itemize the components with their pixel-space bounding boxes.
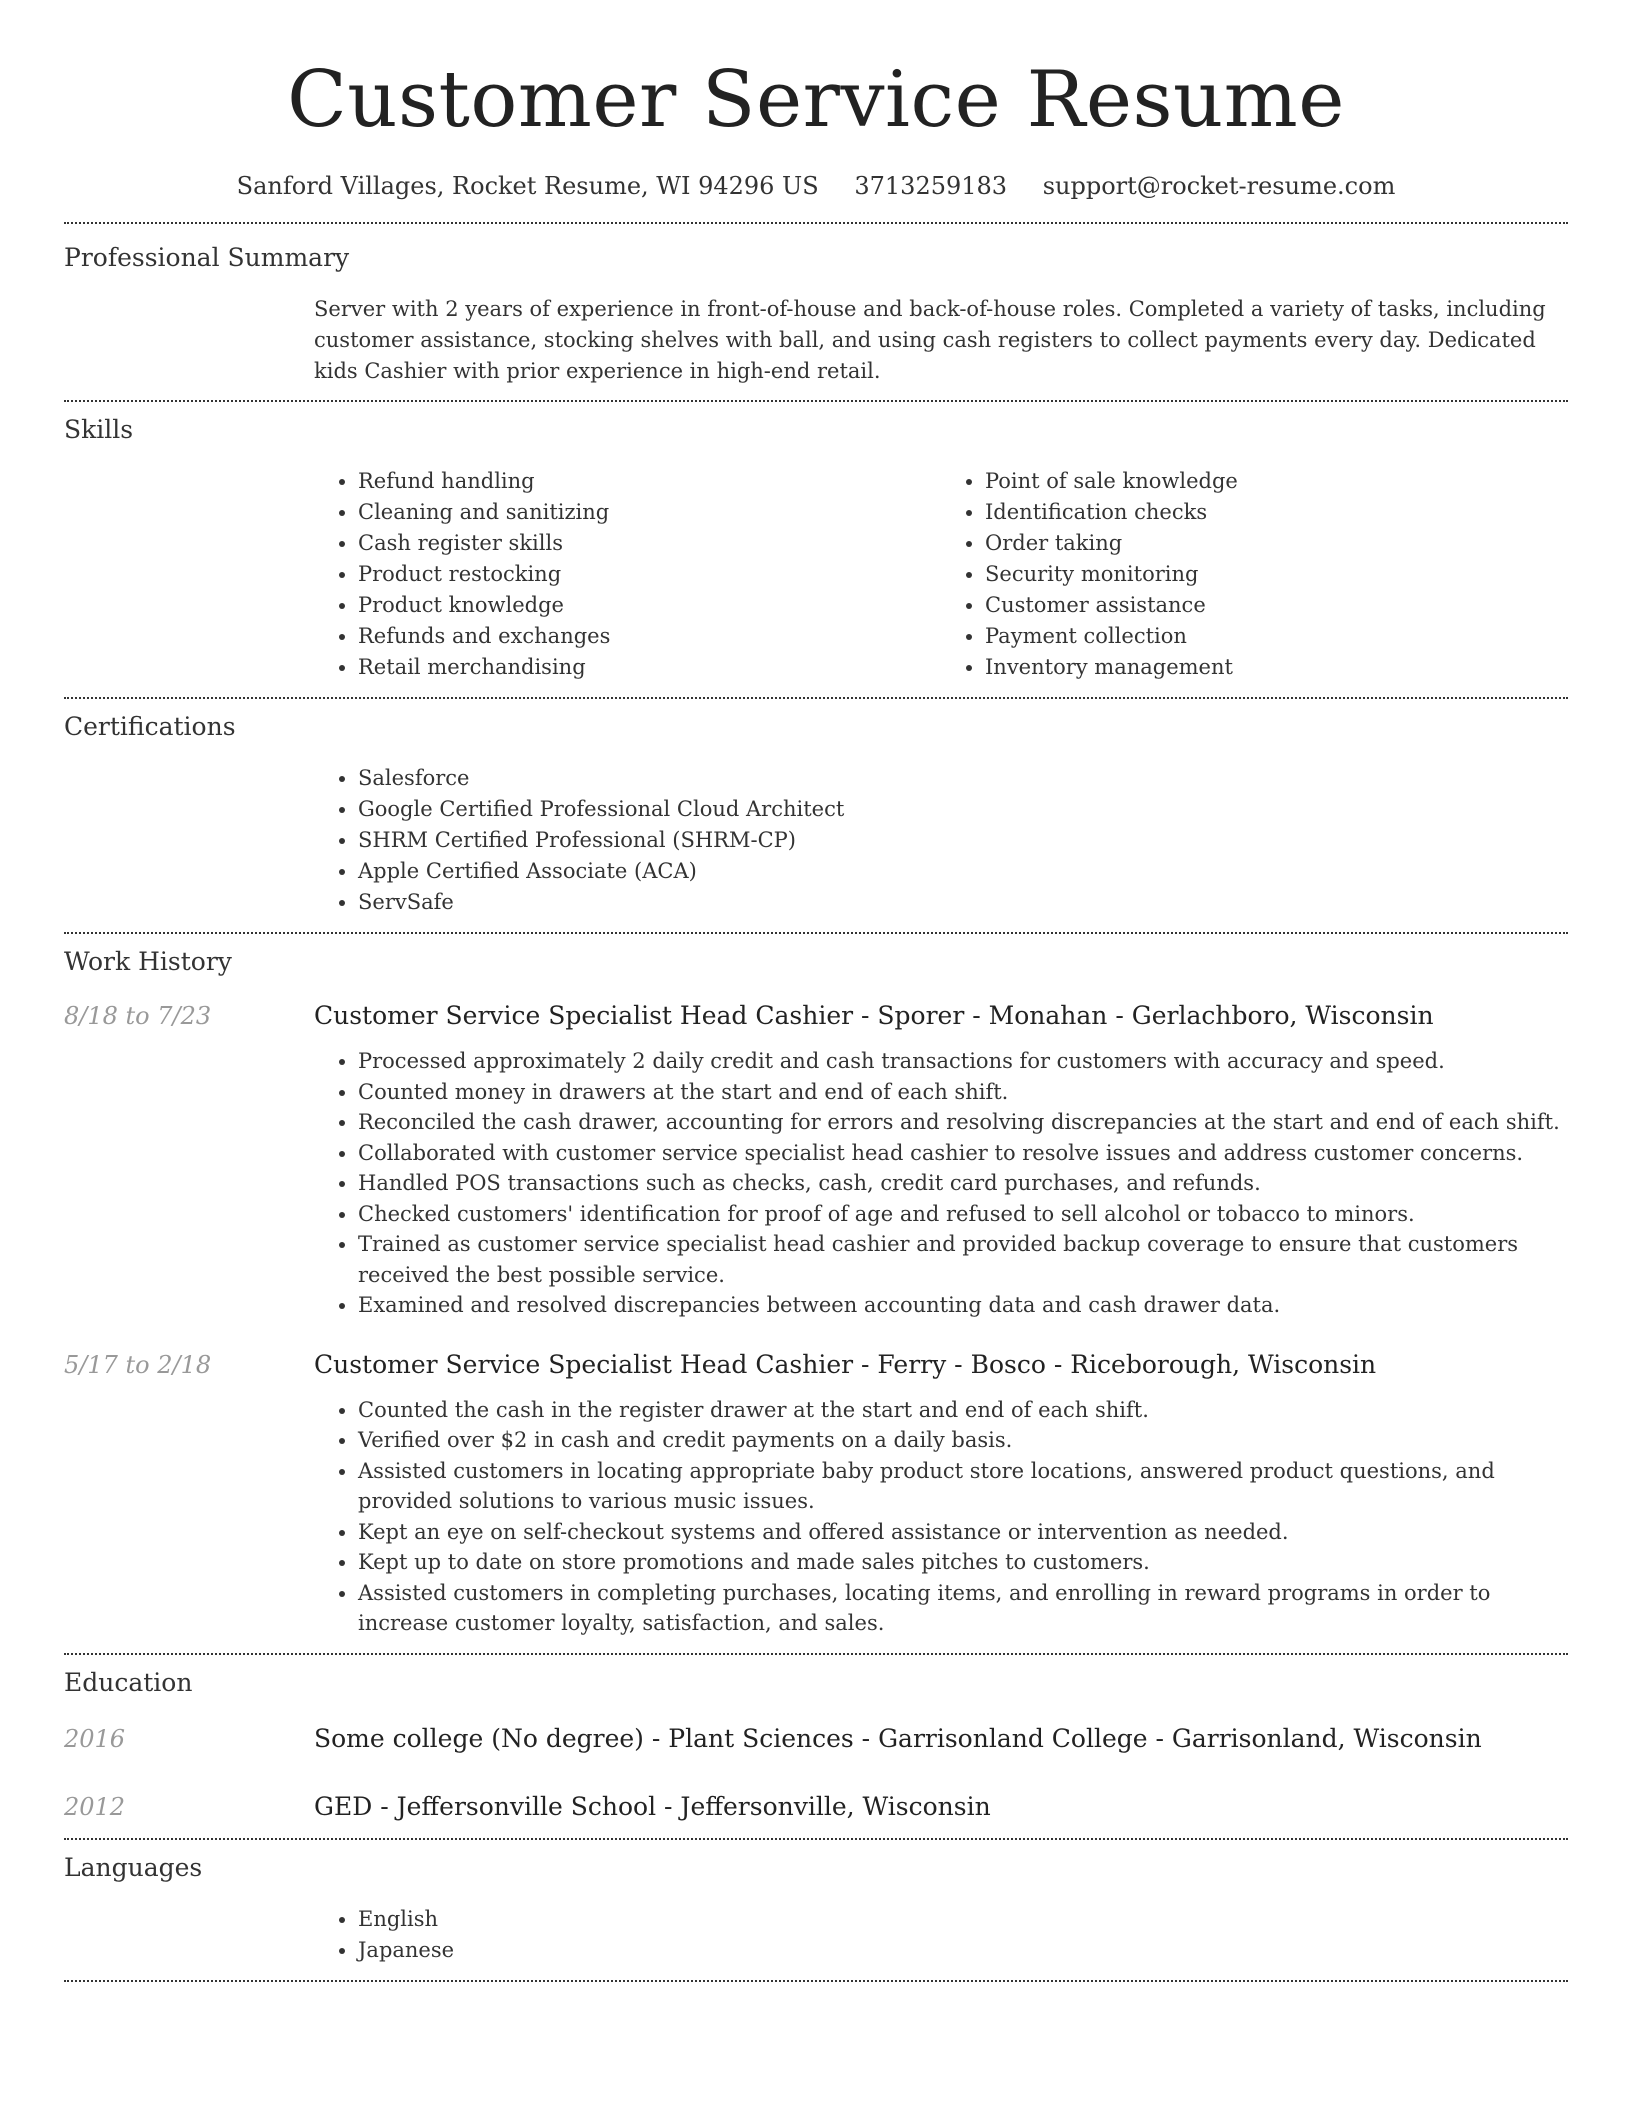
list-item: • Apple Certified Associate (ACA) <box>358 856 1568 887</box>
list-item: • Google Certified Professional Cloud Architect <box>358 794 1568 825</box>
resume-header <box>64 0 1568 202</box>
skills-list-right <box>941 466 1568 683</box>
certifications-list <box>314 763 1568 918</box>
list-item: • Point of sale knowledge <box>985 466 1568 497</box>
job-dates: 5/17 to 2/18 <box>64 1350 212 1379</box>
list-item: • Assisted customers in locating appropriate baby product store locations, answered product questions, and provided solutions to various music issues. <box>358 1456 1568 1517</box>
list-item: • Product knowledge <box>358 590 941 621</box>
certifications-section <box>64 699 1568 932</box>
section-title-languages: Languages <box>64 1852 203 1882</box>
education-year: 2012 <box>64 1792 126 1821</box>
education-entry <box>64 1722 1568 1756</box>
list-item: • Refund handling <box>358 466 941 497</box>
certifications-content <box>314 763 1568 918</box>
list-item: • Counted money in drawers at the start and end of each shift. <box>358 1077 1568 1108</box>
skills-content <box>314 466 1568 683</box>
job-header <box>64 999 1568 1033</box>
list-item: • Kept an eye on self-checkout systems and offered assistance or intervention as needed. <box>358 1517 1568 1548</box>
summary-content <box>314 294 1568 387</box>
list-item: • Inventory management <box>985 652 1568 683</box>
list-item: • Cash register skills <box>358 528 941 559</box>
list-item: • Payment collection <box>985 621 1568 652</box>
education-year: 2016 <box>64 1724 126 1753</box>
list-item: • Reconciled the cash drawer, accounting for errors and resolving discrepancies at the start and end of each shift. <box>358 1107 1568 1138</box>
job-bullet-list <box>314 1046 1568 1321</box>
list-item: • Examined and resolved discrepancies between accounting data and cash drawer data. <box>358 1290 1568 1321</box>
work-section <box>64 934 1568 1653</box>
job-bullets <box>314 1046 1568 1321</box>
contact-address: Sanford Villages, Rocket Resume, WI 94296 US <box>236 172 819 200</box>
contact-phone: 3713259183 <box>854 172 1008 200</box>
list-item: • Retail merchandising <box>358 652 941 683</box>
languages-content <box>314 1904 1568 1966</box>
list-item: • Checked customers' identification for proof of age and refused to sell alcohol or tobacco to minors. <box>358 1199 1568 1230</box>
section-title-skills: Skills <box>64 415 134 444</box>
list-item: • Cleaning and sanitizing <box>358 497 941 528</box>
list-item: • Collaborated with customer service specialist head cashier to resolve issues and address customer concerns. <box>358 1138 1568 1169</box>
list-item: • Product restocking <box>358 559 941 590</box>
job-entry <box>64 999 1568 1321</box>
job-role: Customer Service Specialist Head Cashier - Ferry - Bosco - Riceborough, Wisconsin <box>314 1349 1377 1379</box>
education-detail: Some college (No degree) - Plant Sciences - Garrisonland College - Garrisonland, Wisconsin <box>314 1723 1482 1753</box>
section-title-work: Work History <box>64 947 232 976</box>
list-item: • Refunds and exchanges <box>358 621 941 652</box>
education-section <box>64 1655 1568 1838</box>
skills-list-left <box>314 466 941 683</box>
job-role: Customer Service Specialist Head Cashier - Sporer - Monahan - Gerlachboro, Wisconsin <box>314 1001 1434 1030</box>
job-bullet-list <box>314 1395 1568 1639</box>
job-entry <box>64 1348 1568 1639</box>
list-item: • Processed approximately 2 daily credit and cash transactions for customers with accuracy and speed. <box>358 1046 1568 1077</box>
job-bullets <box>314 1395 1568 1639</box>
job-header <box>64 1348 1568 1382</box>
section-title-summary: Professional Summary <box>64 243 350 272</box>
summary-section <box>64 224 1568 400</box>
list-item: • Security monitoring <box>985 559 1568 590</box>
skills-section <box>64 402 1568 697</box>
contact-email: support@rocket-resume.com <box>1042 172 1396 200</box>
contact-line <box>64 170 1568 202</box>
list-item: • Assisted customers in completing purchases, locating items, and enrolling in reward programs in order to increase customer loyalty, satisfaction, and sales. <box>358 1578 1568 1639</box>
list-item: • Japanese <box>358 1935 1568 1966</box>
list-item: • Customer assistance <box>985 590 1568 621</box>
resume-title: Customer Service Resume <box>287 55 1345 145</box>
list-item: • SHRM Certified Professional (SHRM-CP) <box>358 825 1568 856</box>
divider <box>64 1980 1568 1982</box>
education-detail: GED - Jeffersonville School - Jeffersonville, Wisconsin <box>314 1791 991 1821</box>
skills-grid <box>314 466 1568 683</box>
list-item: • Trained as customer service specialist head cashier and provided backup coverage to ensure that customers received the best possible service. <box>358 1229 1568 1290</box>
list-item: • Identification checks <box>985 497 1568 528</box>
list-item: • Counted the cash in the register drawer at the start and end of each shift. <box>358 1395 1568 1426</box>
list-item: • Salesforce <box>358 763 1568 794</box>
list-item: • Order taking <box>985 528 1568 559</box>
summary-text: Server with 2 years of experience in front-of-house and back-of-house roles. Completed a variety of tasks, including customer assistance, stocking shelves with ball, and using cash registers to collect payments every day. Dedicated kids Cashier with prior experience in high-end retail. <box>314 297 1546 383</box>
list-item: • English <box>358 1904 1568 1935</box>
section-title-education: Education <box>64 1667 193 1697</box>
section-title-certifications: Certifications <box>64 712 236 741</box>
list-item: • Verified over $2 in cash and credit payments on a daily basis. <box>358 1425 1568 1456</box>
job-dates: 8/18 to 7/23 <box>64 1002 212 1030</box>
languages-list <box>314 1904 1568 1966</box>
list-item: • Kept up to date on store promotions and made sales pitches to customers. <box>358 1547 1568 1578</box>
list-item: • Handled POS transactions such as checks, cash, credit card purchases, and refunds. <box>358 1168 1568 1199</box>
education-entry <box>64 1790 1568 1824</box>
languages-section <box>64 1840 1568 1980</box>
list-item: • ServSafe <box>358 887 1568 918</box>
